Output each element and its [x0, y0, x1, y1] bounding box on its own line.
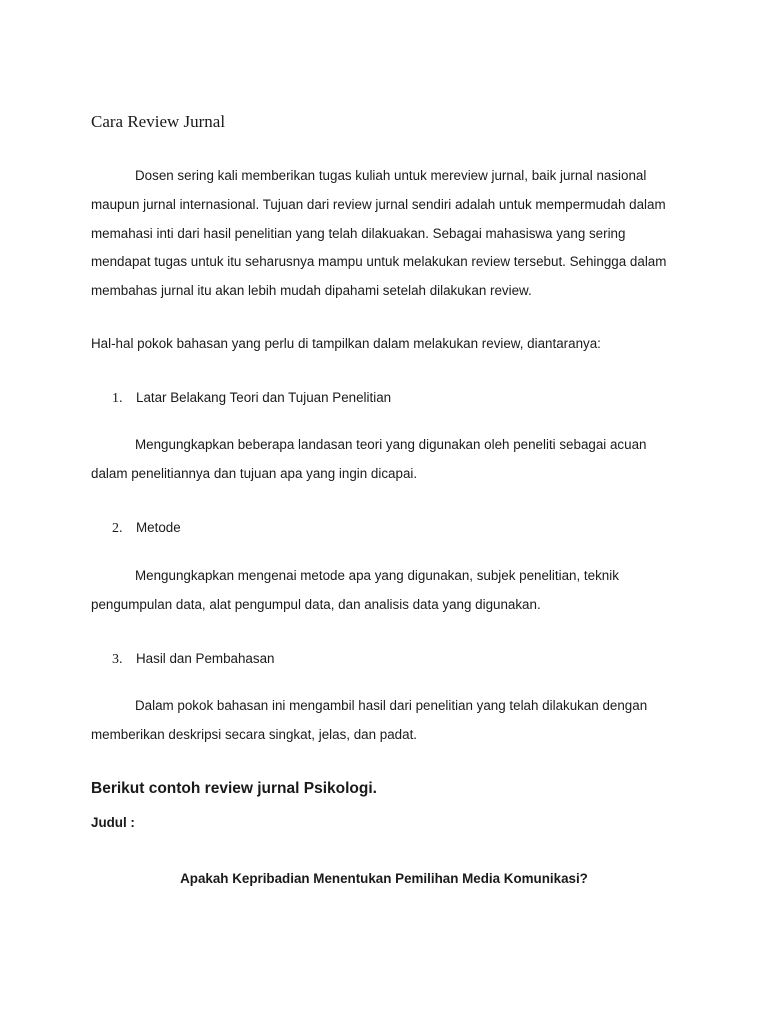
section-3-body [91, 692, 676, 750]
section-3-heading [112, 651, 274, 668]
section-1-heading [112, 390, 391, 407]
lead-sentence: Hal-hal pokok bahasan yang perlu di tampilkan dalam melakukan review, diantaranya: [91, 336, 601, 351]
section-2-heading [112, 520, 181, 537]
section-1-body [91, 431, 676, 489]
section-2-heading-text: Metode [136, 520, 181, 535]
document-title: Cara Review Jurnal [91, 112, 226, 131]
section-2-body-text: Mengungkapkan mengenai metode apa yang digunakan, subjek penelitian, teknik pengumpulan data, alat pengumpul data, dan analisis data yang digunakan. [91, 568, 619, 612]
example-heading: Berikut contoh review jurnal Psikologi. [91, 780, 377, 797]
section-1-body-text: Mengungkapkan beberapa landasan teori yang digunakan oleh peneliti sebagai acuan dalam penelitiannya dan tujuan apa yang ingin dicapai. [91, 437, 647, 481]
judul-label: Judul : [91, 815, 135, 830]
intro-paragraph [91, 162, 676, 306]
section-1-number: 1. [112, 391, 123, 406]
section-3-heading-text: Hasil dan Pembahasan [136, 651, 275, 666]
section-3-body-text: Dalam pokok bahasan ini mengambil hasil dari penelitian yang telah dilakukan dengan memberikan deskripsi secara singkat, jelas, dan padat. [91, 698, 648, 742]
judul-title: Apakah Kepribadian Menentukan Pemilihan Media Komunikasi? [180, 871, 588, 886]
section-2-number: 2. [112, 521, 123, 536]
intro-text: Dosen sering kali memberikan tugas kuliah untuk mereview jurnal, baik jurnal nasional maupun jurnal internasional. Tujuan dari review jurnal sendiri adalah untuk mempermudah dalam memahasi inti dari hasil penelitian yang telah dilakuakan. Sebagai mahasiswa yang sering mendapat tugas untuk itu seharusnya mampu untuk melakukan review tersebut. Sehingga dalam membahas jurnal itu akan lebih mudah dipahami setelah dilakukan review. [91, 168, 667, 299]
section-2-body [91, 562, 676, 620]
section-1-heading-text: Latar Belakang Teori dan Tujuan Penelitian [136, 390, 392, 405]
section-3-number: 3. [112, 652, 123, 667]
